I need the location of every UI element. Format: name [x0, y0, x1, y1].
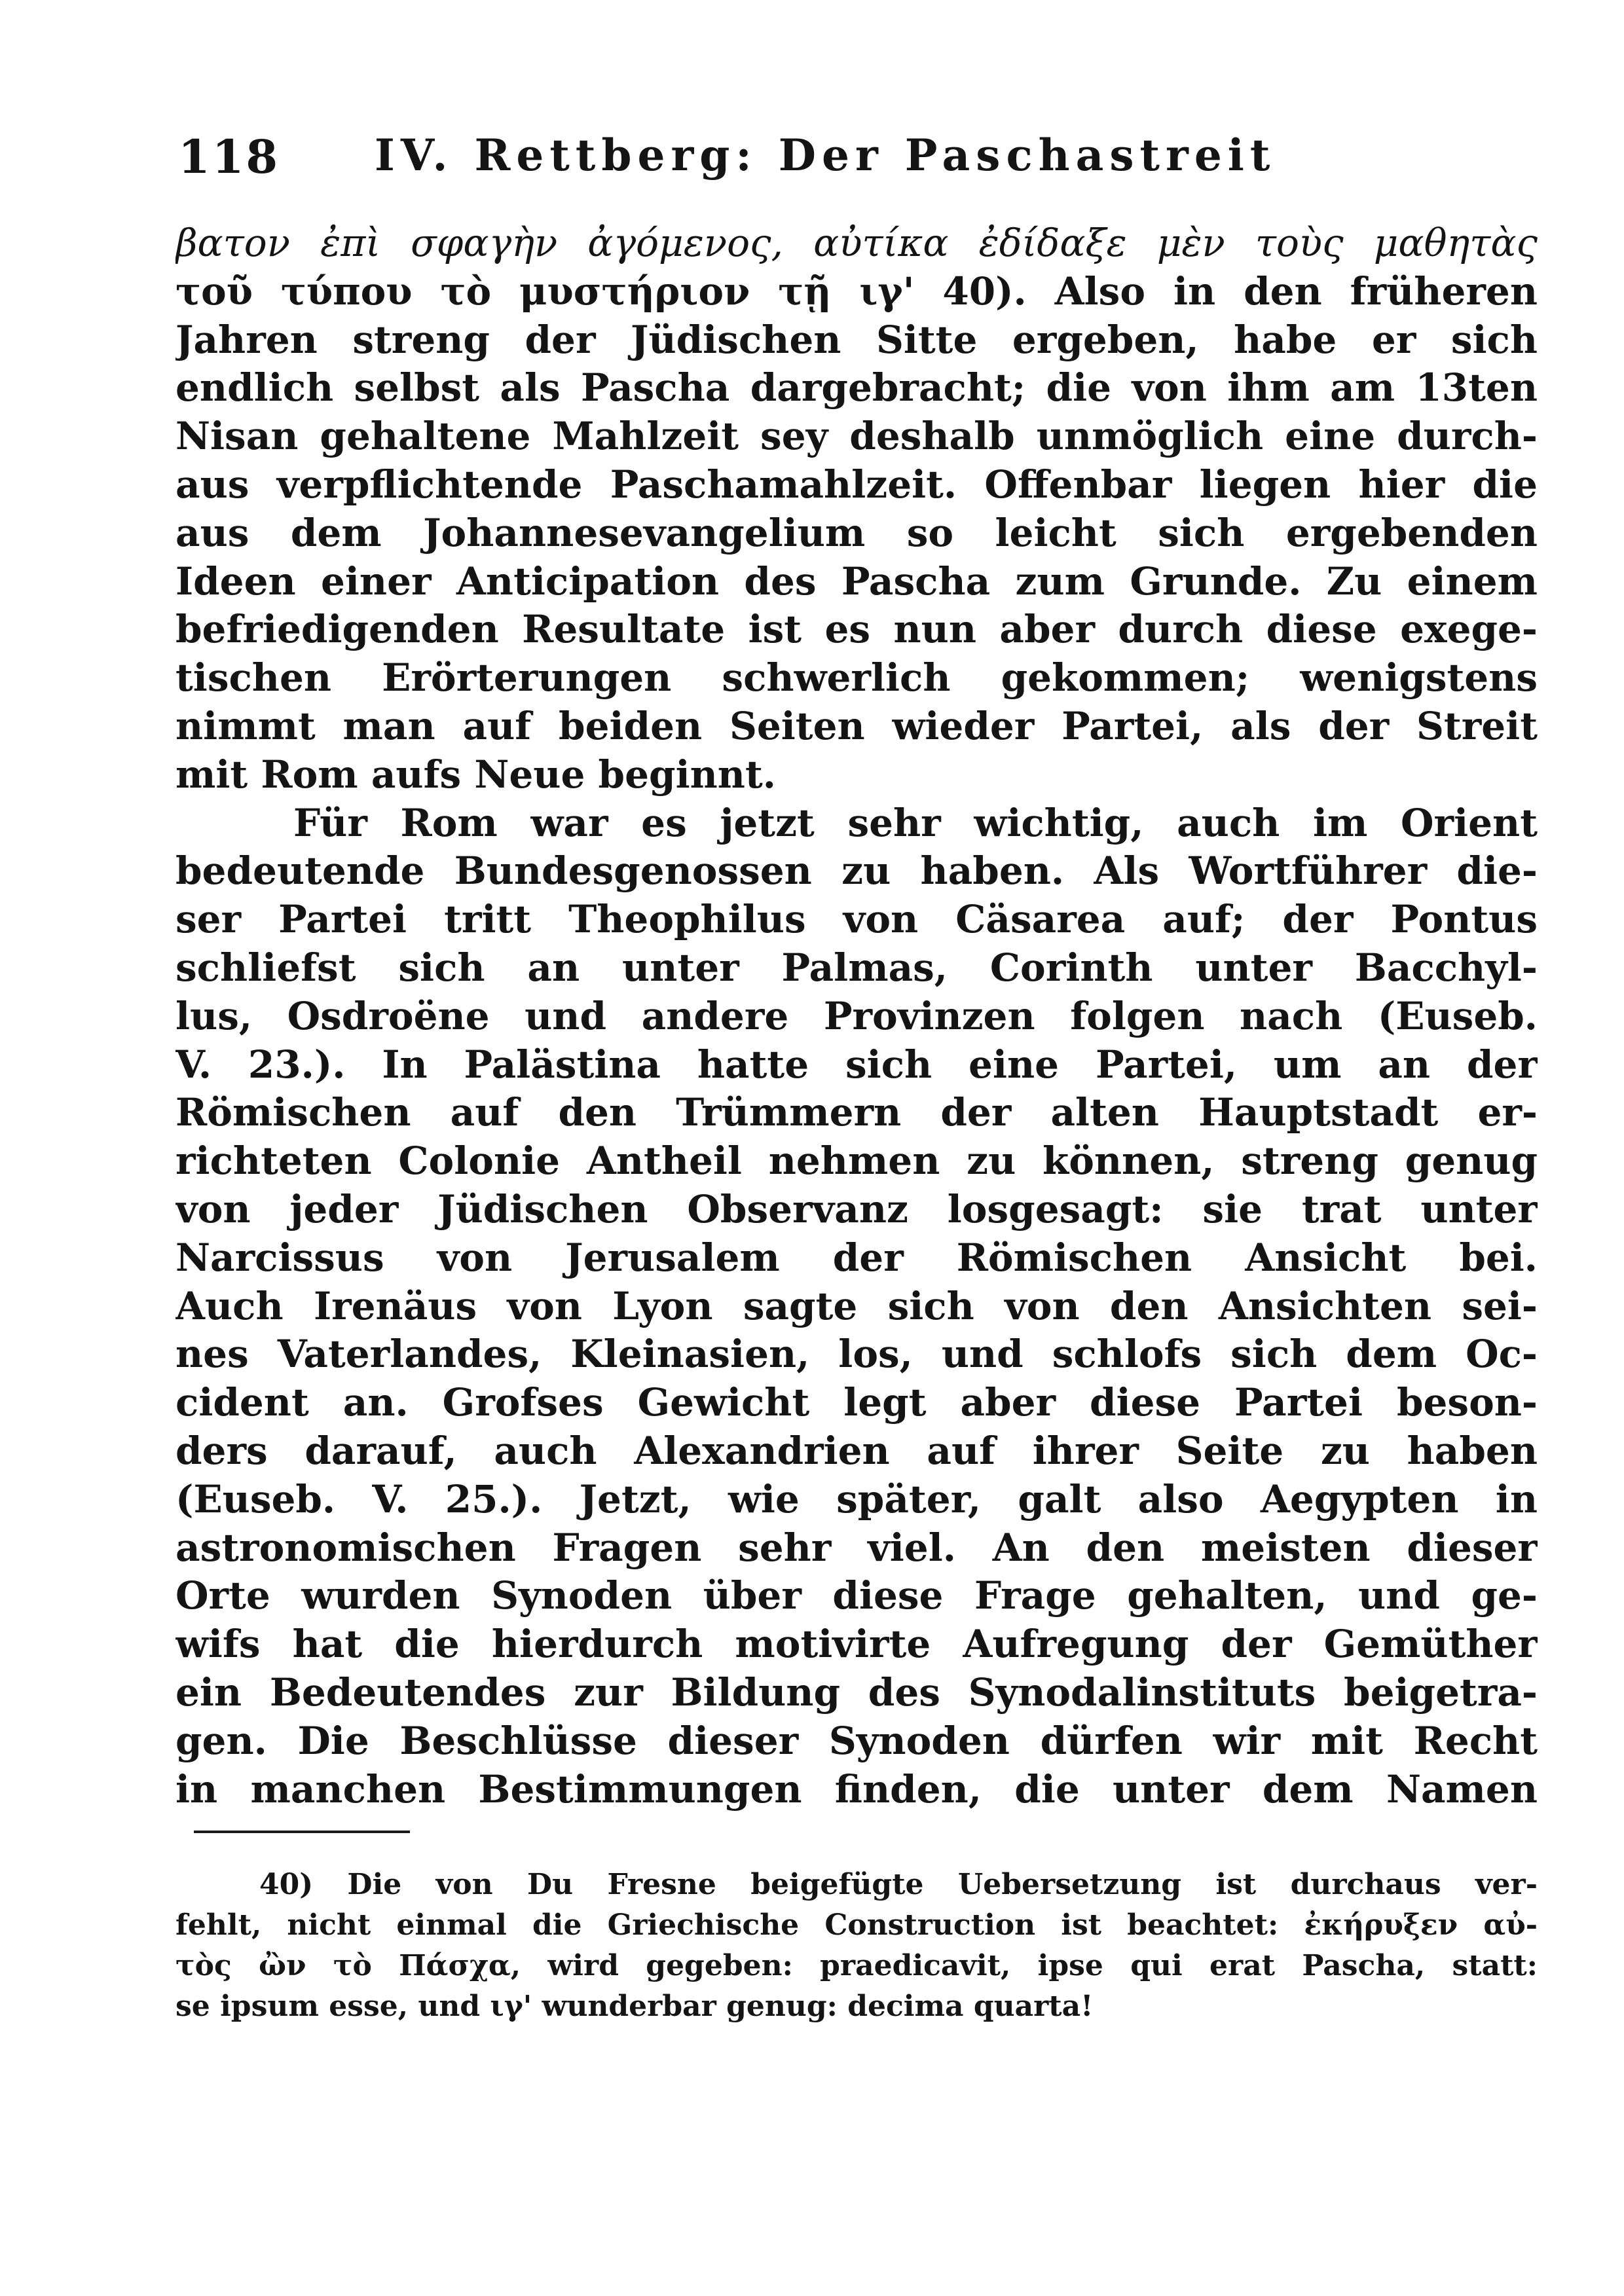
text-line: Ideen einer Anticipation des Pascha zum Grunde. Zu einem [175, 558, 1538, 604]
text-line: Orte wurden Synoden über diese Frage gehalten, und ge- [175, 1573, 1538, 1618]
text-line: nes Vaterlandes, Kleinasien, los, und schlofs sich dem Oc- [175, 1332, 1538, 1377]
text-line: von jeder Jüdischen Observanz losgesagt: sie trat unter [175, 1186, 1538, 1231]
text-line: lus, Osdroëne und andere Provinzen folgen nach (Euseb. [175, 993, 1538, 1038]
footnote-line: τὸς ὢν τὸ Πάσχα, wird gegeben: praedicavit, ipse qui erat Pascha, statt: [175, 1949, 1538, 1982]
text-line: gen. Die Beschlüsse dieser Synoden dürfen wir mit Recht [175, 1718, 1538, 1763]
text-line: ders darauf, auch Alexandrien auf ihrer Seite zu haben [175, 1428, 1538, 1473]
text-line: in manchen Bestimmungen finden, die unter dem Namen [175, 1766, 1538, 1812]
text-line: Nisan gehaltene Mahlzeit sey deshalb unmöglich eine durch- [175, 414, 1538, 459]
footnote-divider [194, 1831, 410, 1833]
text-line: astronomischen Fragen sehr viel. An den meisten dieser [175, 1525, 1538, 1570]
text-line: ein Bedeutendes zur Bildung des Synodalinstituts beigetra- [175, 1669, 1538, 1715]
text-line: aus dem Johannesevangelium so leicht sich ergebenden [175, 510, 1538, 555]
text-line: τοῦ τύπου τὸ μυστήριον τῇ ιγ' 40). Also in den früheren [175, 268, 1538, 314]
footnote-line: 40) Die von Du Fresne beigefügte Uebersetzung ist durchaus ver- [259, 1868, 1538, 1901]
page-header [178, 130, 1357, 189]
text-line: Jahren streng der Jüdischen Sitte ergeben, habe er sich [175, 317, 1538, 362]
page-number: 118 [178, 130, 280, 184]
text-line: Römischen auf den Trümmern der alten Hauptstadt er- [175, 1090, 1538, 1135]
footnotes [175, 1865, 1538, 2027]
text-line: Narcissus von Jerusalem der Römischen Ansicht bei. [175, 1235, 1538, 1280]
text-line: schliefst sich an unter Palmas, Corinth unter Bacchyl- [175, 945, 1538, 990]
text-line: endlich selbst als Pascha dargebracht; die von ihm am 13ten [175, 365, 1538, 410]
text-line: bedeutende Bundesgenossen zu haben. Als Wortführer die- [175, 848, 1538, 894]
text-line: βατον ἐπὶ σφαγὴν ἀγόμενος, αὐτίκα ἐδίδαξε μὲν τοὺς μαθητὰς [175, 221, 1538, 265]
text-line: cident an. Grofses Gewicht legt aber diese Partei beson- [175, 1380, 1538, 1425]
text-line: befriedigenden Resultate ist es nun aber durch diese exege- [175, 607, 1538, 652]
text-line: nimmt man auf beiden Seiten wieder Partei, als der Streit [175, 703, 1538, 748]
running-head: IV. Rettberg: Der Paschastreit [375, 130, 1276, 181]
text-line: V. 23.). In Palästina hatte sich eine Partei, um an der [175, 1042, 1538, 1087]
text-line: Für Rom war es jetzt sehr wichtig, auch im Orient [293, 800, 1538, 845]
body-text [175, 219, 1538, 1813]
text-line: Auch Irenäus von Lyon sagte sich von den Ansichten sei- [175, 1283, 1538, 1328]
text-line: mit Rom aufs Neue beginnt. [175, 752, 776, 797]
footnote-line: se ipsum esse, und ιγ' wunderbar genug: decima quarta! [175, 1990, 1094, 2023]
text-line: wifs hat die hierdurch motivirte Aufregung der Gemüther [175, 1622, 1538, 1667]
text-line: aus verpflichtende Paschamahlzeit. Offenbar liegen hier die [175, 462, 1538, 507]
text-line: ser Partei tritt Theophilus von Cäsarea auf; der Pontus [175, 897, 1538, 942]
footnote-line: fehlt, nicht einmal die Griechische Construction ist beachtet: ἐκήρυξεν αὐ- [175, 1908, 1538, 1942]
text-line: tischen Erörterungen schwerlich gekommen; wenigstens [175, 655, 1538, 701]
text-line: richteten Colonie Antheil nehmen zu können, streng genug [175, 1139, 1538, 1184]
text-line: (Euseb. V. 25.). Jetzt, wie später, galt also Aegypten in [175, 1476, 1538, 1522]
